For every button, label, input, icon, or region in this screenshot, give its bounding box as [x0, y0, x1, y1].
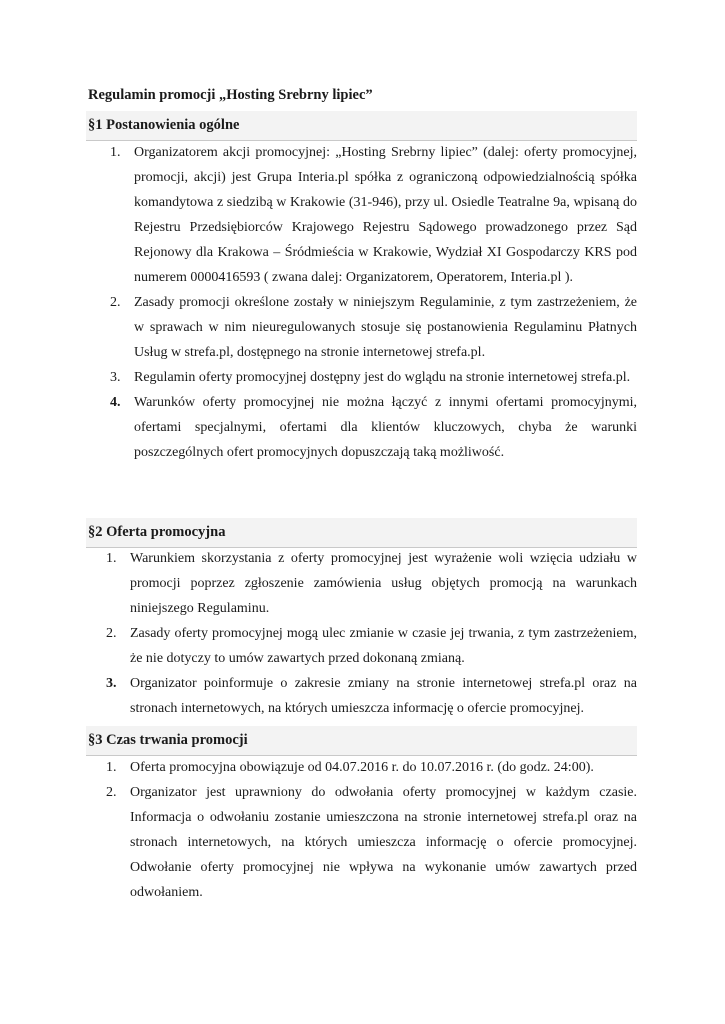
item-text: Organizator poinformuje o zakresie zmiany na stronie internetowej strefa.pl oraz na stronach internetowych, na których umieszcza informację o ofercie promocyjnej. — [130, 676, 637, 716]
item-text: Zasady promocji określone zostały w niniejszym Regulaminie, z tym zastrzeżeniem, że w sprawach w nim nieuregulowanych stosuje się postanowienia Regulaminu Płatnych Usług w strefa.pl, dostępnego na stronie internetowej strefa.pl. — [134, 295, 637, 360]
section-2-heading: §2 Oferta promocyjna — [88, 524, 226, 540]
list-item — [0, 546, 637, 621]
item-number: 2. — [106, 785, 117, 800]
section-3-heading: §3 Czas trwania promocji — [88, 732, 248, 748]
list-item — [0, 365, 637, 390]
item-text: Regulamin oferty promocyjnej dostępny jest do wglądu na stronie internetowej strefa.pl. — [134, 370, 631, 385]
section-2-list — [0, 546, 637, 721]
section-1-header — [86, 111, 637, 141]
item-number: 2. — [106, 626, 117, 641]
list-item — [0, 671, 637, 721]
item-text: Zasady oferty promocyjnej mogą ulec zmianie w czasie jej trwania, z tym zastrzeżeniem, że nie dotyczy to umów zawartych przed dokonaną zmianą. — [130, 626, 637, 666]
document-title: Regulamin promocji „Hosting Srebrny lipiec” — [88, 87, 373, 103]
item-text: Organizator jest uprawniony do odwołania oferty promocyjnej w każdym czasie. Informacja o odwołaniu zostanie umieszczona na stronie internetowej strefa.pl oraz na stronach internetowych, na których umieszcza informację o ofercie promocyjnej. Odwołanie oferty promocyjnej nie wpływa na wykonanie umów zawartych przed odwołaniem. — [130, 785, 637, 900]
item-number: 1. — [110, 145, 121, 160]
list-item — [0, 755, 637, 780]
item-text: Warunkiem skorzystania z oferty promocyjnej jest wyrażenie woli wzięcia udziału w promocji poprzez zgłoszenie zamówienia usług objętych promocją na warunkach niniejszego Regulaminu. — [130, 551, 637, 616]
list-item — [0, 780, 637, 905]
item-number: 3. — [110, 370, 121, 385]
list-item — [0, 140, 637, 290]
item-number: 1. — [106, 551, 117, 566]
item-number: 3. — [106, 676, 117, 691]
section-1-list — [0, 140, 637, 465]
item-number: 1. — [106, 760, 117, 775]
section-2-header — [86, 518, 637, 548]
list-item — [0, 621, 637, 671]
section-3-list — [0, 755, 637, 905]
item-text: Oferta promocyjna obowiązuje od 04.07.2016 r. do 10.07.2016 r. (do godz. 24:00). — [130, 760, 594, 775]
section-1-heading: §1 Postanowienia ogólne — [88, 117, 240, 133]
item-number: 4. — [110, 395, 121, 410]
section-3-header — [86, 726, 637, 756]
list-item — [0, 390, 637, 465]
item-text: Organizatorem akcji promocyjnej: „Hosting Srebrny lipiec” (dalej: oferty promocyjnej, promocji, akcji) jest Grupa Interia.pl spółka z ograniczoną odpowiedzialnością spółka komandytowa z siedzibą w Krakowie (31-946), przy ul. Osiedle Teatralne 9a, wpisaną do Rejestru Przedsiębiorców Krajowego Rejestru Sądowego prowadzonego przez Sąd Rejonowy dla Krakowa – Śródmieścia w Krakowie, Wydział XI Gospodarczy KRS pod numerem 0000416593 ( zwana dalej: Organizatorem, Operatorem, Interia.pl ). — [134, 145, 637, 285]
list-item — [0, 290, 637, 365]
item-text: Warunków oferty promocyjnej nie można łączyć z innymi ofertami promocyjnymi, ofertami specjalnymi, ofertami dla klientów kluczowych, chyba że warunki poszczególnych ofert promocyjnych dopuszczają taką możliwość. — [134, 395, 637, 460]
item-number: 2. — [110, 295, 121, 310]
